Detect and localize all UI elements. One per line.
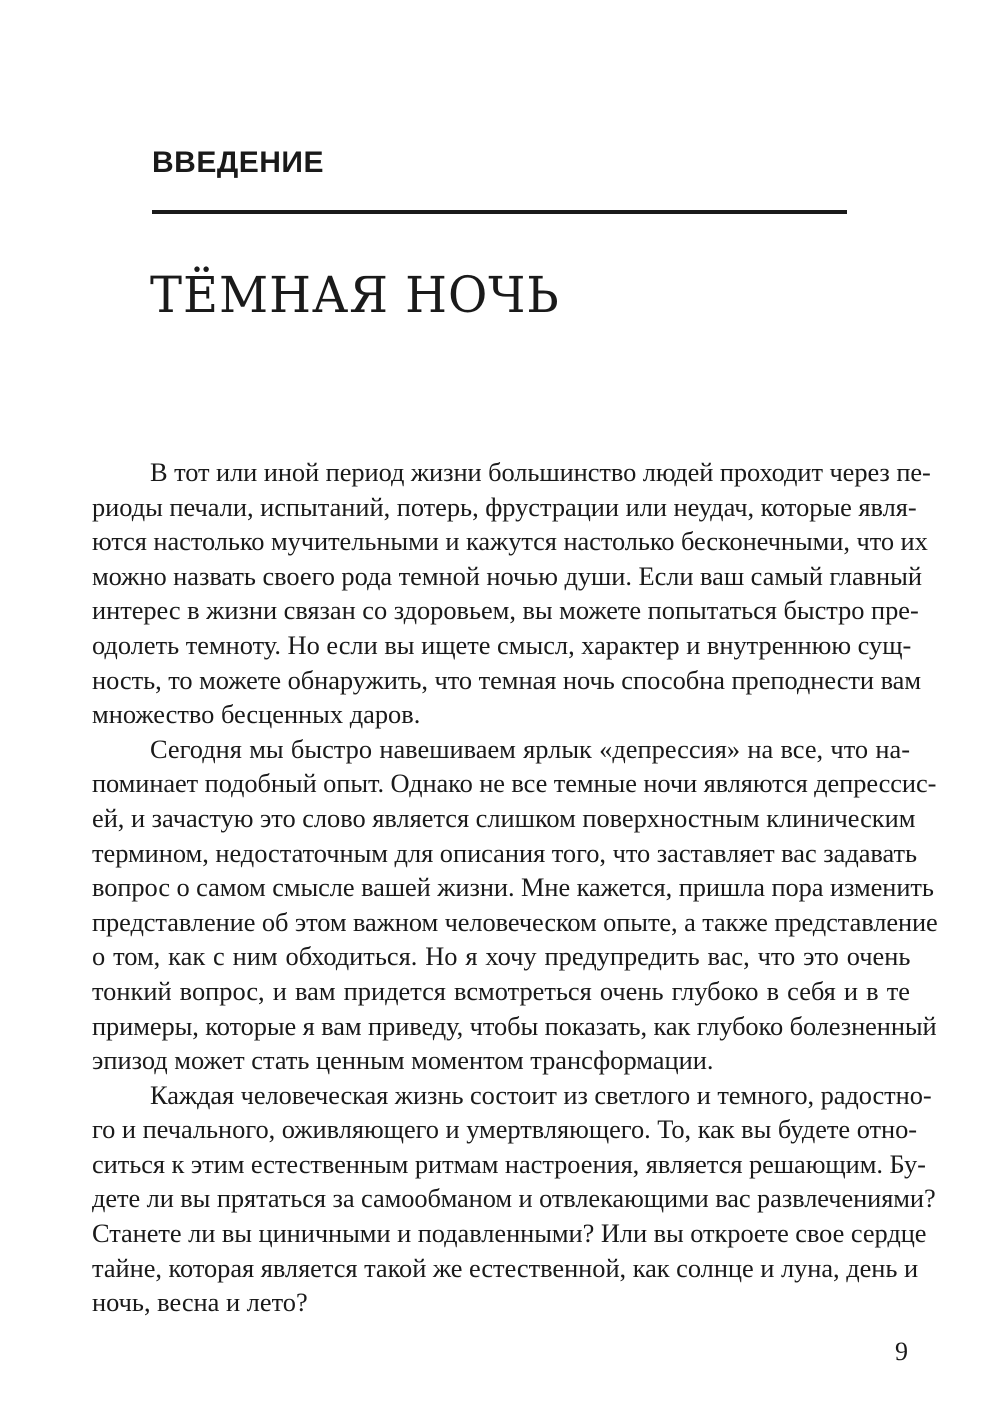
text-line: Каждая человеческая жизнь состоит из светлого и темного, радостно- xyxy=(150,1079,932,1110)
page-number: 9 xyxy=(895,1337,908,1366)
text-line: представление об этом важном человеческом опыте, а также представление xyxy=(92,906,938,937)
text-line: множество бесценных даров. xyxy=(92,699,421,730)
text-line: термином, недостаточным для описания того, что заставляет вас задавать xyxy=(92,837,918,868)
text-line: В тот или иной период жизни большинство людей проходит через пе- xyxy=(150,457,931,487)
text-line: го и печального, оживляющего и умертвляющего. То, как вы будете отно- xyxy=(92,1114,918,1145)
text-line: примеры, которые я вам приведу, чтобы показать, как глубоко болезненный xyxy=(92,1010,937,1041)
text-line: вопрос о самом смысле вашей жизни. Мне кажется, пришла пора изменить xyxy=(92,872,934,903)
text-line: можно назвать своего рода темной ночью души. Если ваш самый главный xyxy=(92,560,922,591)
text-line: одолеть темноту. Но если вы ищете смысл, характер и внутреннюю сущ- xyxy=(92,629,912,660)
text-line: риоды печали, испытаний, потерь, фрустрации или неудач, которые явля- xyxy=(92,491,917,522)
text-line: поминает подобный опыт. Однако не все темные ночи являются депрессис- xyxy=(92,768,937,799)
text-line: ются настолько мучительными и кажутся настолько бесконечными, что их xyxy=(92,526,928,557)
text-line: дете ли вы прятаться за самообманом и отвлекающими вас развлечениями? xyxy=(92,1183,936,1214)
chapter-label: ВВЕДЕНИЕ xyxy=(152,146,324,179)
text-line: Сегодня мы быстро навешиваем ярлык «депрессия» на все, что на- xyxy=(150,733,910,764)
text-line: ей, и зачастую это слово является слишком поверхностным клиническим xyxy=(92,802,916,833)
text-line: ность, то можете обнаружить, что темная ночь способна преподнести вам xyxy=(92,664,922,695)
paragraph xyxy=(92,455,931,732)
text-line: эпизод может стать ценным моментом трансформации. xyxy=(92,1045,714,1076)
text-line: тонкий вопрос, и вам придется всмотреться очень глубоко в себя и в те xyxy=(92,975,910,1006)
chapter-title: ТЁМНАЯ НОЧЬ xyxy=(150,266,560,324)
text-line: о том, как с ним обходиться. Но я хочу предупредить вас, что это очень xyxy=(92,941,911,972)
text-line: Станете ли вы циничными и подавленными? Или вы откроете свое сердце xyxy=(92,1218,927,1249)
text-line: ночь, весна и лето? xyxy=(92,1287,308,1318)
body-text xyxy=(92,455,938,1320)
paragraph xyxy=(92,732,938,1078)
paragraph xyxy=(92,1078,936,1320)
chapter-divider xyxy=(152,210,847,214)
text-line: ситься к этим естественным ритмам настроения, является решающим. Бу- xyxy=(92,1148,926,1179)
text-line: интерес в жизни связан со здоровьем, вы можете попытаться быстро пре- xyxy=(92,595,919,626)
text-line: тайне, которая является такой же естественной, как солнце и луна, день и xyxy=(92,1252,919,1283)
